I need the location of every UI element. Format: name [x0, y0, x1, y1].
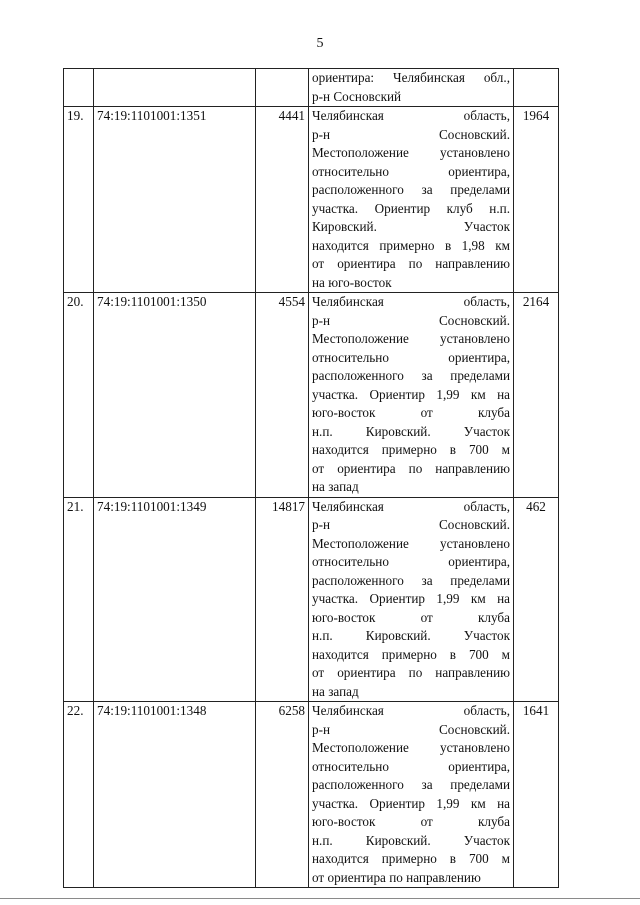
cadastral-number-cell: 74:19:1101001:1350 [94, 293, 256, 498]
value-cell [514, 69, 559, 107]
value-cell: 1964 [514, 107, 559, 293]
table-row [64, 702, 559, 888]
location-line: расположенного за пределами [312, 777, 510, 792]
value-cell: 462 [514, 497, 559, 702]
location-line: участка. Ориентир 1,99 км на [312, 795, 510, 811]
location-line: р-н Сосновский. [312, 312, 510, 328]
location-line: участка. Ориентир клуб н.п. [312, 200, 510, 216]
location-line: р-н Сосновский. [312, 721, 510, 737]
location-line: от ориентира по направлению [312, 869, 481, 885]
location-cell [309, 107, 514, 293]
row-number-cell: 22. [64, 702, 94, 888]
location-line: относительно ориентира, [312, 554, 510, 569]
table-row [64, 293, 559, 498]
location-line: на запад [312, 683, 359, 699]
location-cell [309, 293, 514, 498]
location-cell [309, 69, 514, 107]
area-cell: 14817 [256, 497, 309, 702]
value-cell: 1641 [514, 702, 559, 888]
location-cell [309, 702, 514, 888]
location-line: юго-восток от клуба [312, 405, 510, 420]
area-cell: 4441 [256, 107, 309, 293]
location-line: н.п. Кировский. Участок [312, 832, 510, 848]
cadastral-number-cell: 74:19:1101001:1351 [94, 107, 256, 293]
cadastral-number-cell: 74:19:1101001:1349 [94, 497, 256, 702]
location-cell [309, 497, 514, 702]
location-line: р-н Сосновский [312, 88, 402, 104]
page-number: 5 [316, 36, 324, 51]
location-line: расположенного за пределами [312, 368, 510, 383]
cadastral-number-cell: 74:19:1101001:1348 [94, 702, 256, 888]
location-line: расположенного за пределами [312, 572, 510, 588]
location-line: находится примерно в 1,98 км [312, 237, 510, 253]
location-line: находится примерно в 700 м [312, 851, 510, 866]
location-line: Местоположение установлено [312, 145, 510, 160]
table-body [64, 69, 559, 888]
location-line: н.п. Кировский. Участок [312, 628, 510, 643]
area-cell: 4554 [256, 293, 309, 498]
continuation-row [64, 69, 559, 107]
location-line: от ориентира по направлению [312, 665, 510, 680]
footer-rule [0, 898, 640, 899]
location-line: Челябинская область, [312, 703, 510, 718]
location-line: н.п. Кировский. Участок [312, 423, 510, 439]
cadastral-number-cell [94, 69, 256, 107]
location-line: р-н Сосновский. [312, 126, 510, 142]
location-line: участка. Ориентир 1,99 км на [312, 386, 510, 402]
location-line: относительно ориентира, [312, 758, 510, 774]
location-line: Местоположение установлено [312, 740, 510, 755]
row-number-cell: 21. [64, 497, 94, 702]
location-line: Местоположение установлено [312, 535, 510, 551]
row-number-cell: 19. [64, 107, 94, 293]
location-line: относительно ориентира, [312, 349, 510, 365]
location-line: относительно ориентира, [312, 163, 510, 179]
row-number-cell [64, 69, 94, 107]
location-line: ориентира: Челябинская обл., [312, 70, 510, 85]
location-line: Челябинская область, [312, 294, 510, 309]
location-line: на юго-восток [312, 274, 392, 290]
location-line: расположенного за пределами [312, 182, 510, 197]
area-cell: 6258 [256, 702, 309, 888]
location-line: Местоположение установлено [312, 331, 510, 346]
land-plots-table [63, 68, 559, 888]
table-row [64, 107, 559, 293]
location-line: на запад [312, 479, 359, 494]
location-line: юго-восток от клуба [312, 814, 510, 829]
location-line: от ориентира по направлению [312, 256, 510, 271]
area-cell [256, 69, 309, 107]
table-row [64, 497, 559, 702]
location-line: участка. Ориентир 1,99 км на [312, 591, 510, 606]
location-line: находится примерно в 700 м [312, 646, 510, 662]
location-line: Челябинская область, [312, 108, 510, 123]
row-number-cell: 20. [64, 293, 94, 498]
location-line: находится примерно в 700 м [312, 442, 510, 457]
location-line: юго-восток от клуба [312, 609, 510, 625]
location-line: Челябинская область, [312, 498, 510, 514]
value-cell: 2164 [514, 293, 559, 498]
location-line: р-н Сосновский. [312, 517, 510, 532]
location-line: от ориентира по направлению [312, 460, 510, 476]
location-line: Кировский. Участок [312, 219, 510, 234]
